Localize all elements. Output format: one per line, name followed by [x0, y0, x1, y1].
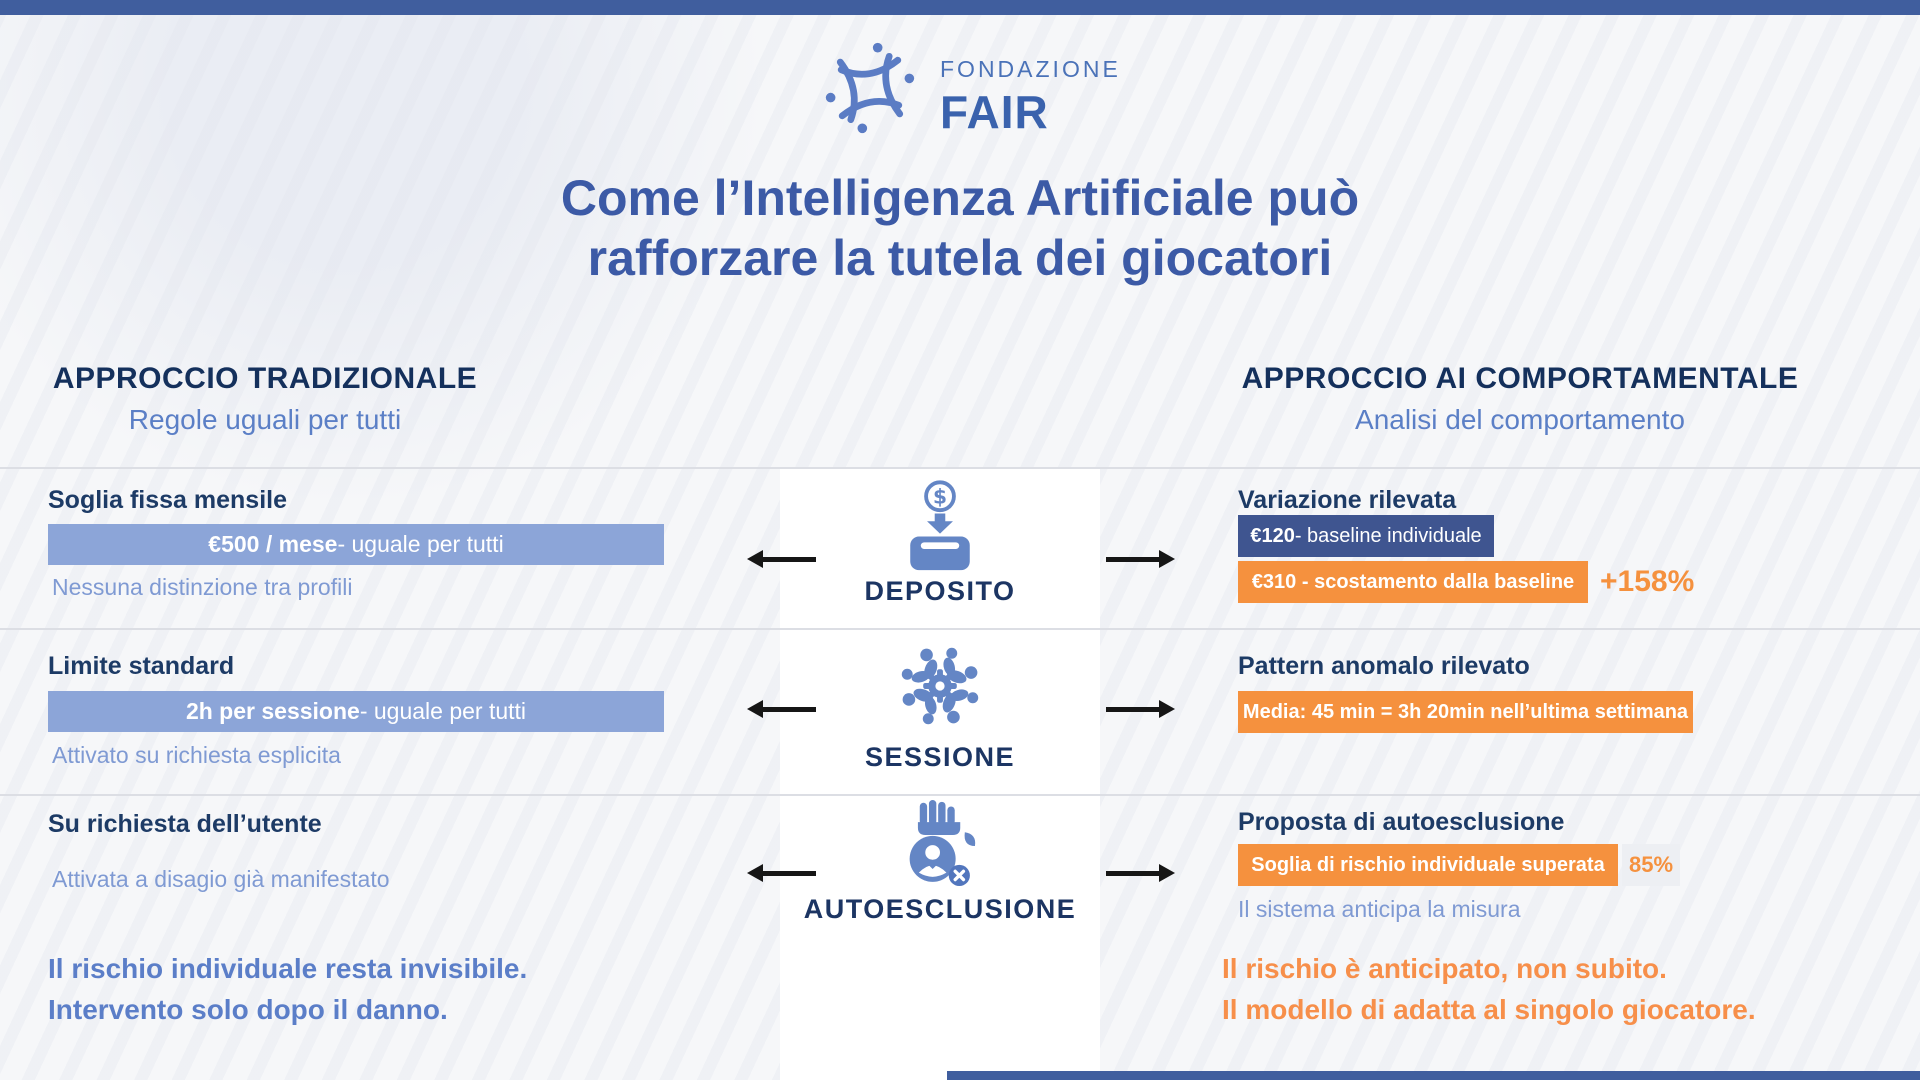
deposit-left-title: Soglia fissa mensile [48, 486, 287, 514]
row-separator [0, 628, 1920, 630]
arrow-right-icon [1106, 557, 1160, 562]
deposit-left-note: Nessuna distinzione tra profili [52, 574, 353, 600]
arrow-left-icon [762, 557, 816, 562]
left-conclusion-line2: Intervento solo dopo il danno. [48, 994, 448, 1025]
session-icon [898, 644, 982, 728]
session-left-bar [48, 691, 664, 732]
deposit-deviation-bar: €310 - scostamento dalla baseline [1238, 561, 1588, 603]
session-right-title: Pattern anomalo rilevato [1238, 652, 1530, 680]
left-conclusion [48, 948, 527, 1030]
page-title [0, 168, 1920, 288]
selfexclusion-percent-badge: 85% [1622, 844, 1680, 886]
deposit-baseline-value: €120 [1250, 524, 1295, 547]
right-header-text: APPROCCIO AI COMPORTAMENTALE [1241, 362, 1799, 395]
self-exclusion-icon [894, 800, 986, 892]
deposit-icon [892, 478, 988, 574]
logo-brand-name: FONDAZIONE [940, 56, 1121, 82]
center-label-autoesclusione: AUTOESCLUSIONE [803, 894, 1077, 924]
deposit-left-bar [48, 524, 664, 565]
session-left-bar-text: - uguale per tutti [359, 698, 527, 724]
row-separator [0, 794, 1920, 796]
left-header-subtitle: Regole uguali per tutti [128, 404, 402, 435]
left-header-text: APPROCCIO TRADIZIONALE [52, 362, 478, 395]
bottom-accent-bar [947, 1071, 1920, 1080]
right-conclusion [1222, 948, 1756, 1030]
selfexclusion-threshold-bar: Soglia di rischio individuale superata [1238, 844, 1618, 886]
fair-logo-icon [822, 40, 918, 136]
deposit-right-title: Variazione rilevata [1238, 486, 1457, 514]
session-left-title: Limite standard [48, 652, 235, 680]
selfexclusion-right-title: Proposta di autoesclusione [1238, 808, 1565, 836]
page-title-line1: Come l’Intelligenza Artificiale può [560, 170, 1360, 226]
center-label-deposito: DEPOSITO [864, 576, 1016, 606]
deposit-left-bar-text: - uguale per tutti [337, 531, 504, 557]
deposit-baseline-bar [1238, 515, 1494, 557]
fair-logo [940, 56, 1121, 139]
right-conclusion-line2: Il modello di adatta al singolo giocatore. [1222, 994, 1756, 1025]
page-title-line2: rafforzare la tutela dei giocatori [587, 230, 1333, 286]
session-left-note: Attivato su richiesta esplicita [52, 742, 341, 768]
session-pattern-bar: Media: 45 min = 3h 20min nell’ultima settimana [1238, 691, 1693, 733]
right-column-header [1165, 362, 1875, 436]
left-conclusion-line1: Il rischio individuale resta invisibile. [48, 953, 528, 984]
svg-text:$: $ [932, 484, 948, 509]
deposit-left-bar-value: €500 / mese [208, 531, 338, 557]
deposit-baseline-text: - baseline individuale [1294, 524, 1482, 547]
arrow-left-icon [762, 707, 816, 712]
arrow-right-icon [1106, 871, 1160, 876]
selfexclusion-left-note: Attivata a disagio già manifestato [52, 866, 390, 892]
right-header-subtitle: Analisi del comportamento [1355, 404, 1685, 435]
deposit-delta-badge: +158% [1600, 565, 1695, 598]
logo-brand-acronym: FAIR [940, 86, 1049, 138]
session-left-bar-value: 2h per sessione [185, 698, 360, 724]
selfexclusion-left-title: Su richiesta dell’utente [48, 810, 322, 838]
left-column-header [0, 362, 530, 436]
right-conclusion-line1: Il rischio è anticipato, non subito. [1222, 953, 1667, 984]
arrow-right-icon [1106, 707, 1160, 712]
top-accent-bar [0, 0, 1920, 15]
selfexclusion-right-note: Il sistema anticipa la misura [1238, 896, 1521, 922]
arrow-left-icon [762, 871, 816, 876]
center-label-sessione: SESSIONE [864, 742, 1016, 772]
row-separator [0, 467, 1920, 469]
